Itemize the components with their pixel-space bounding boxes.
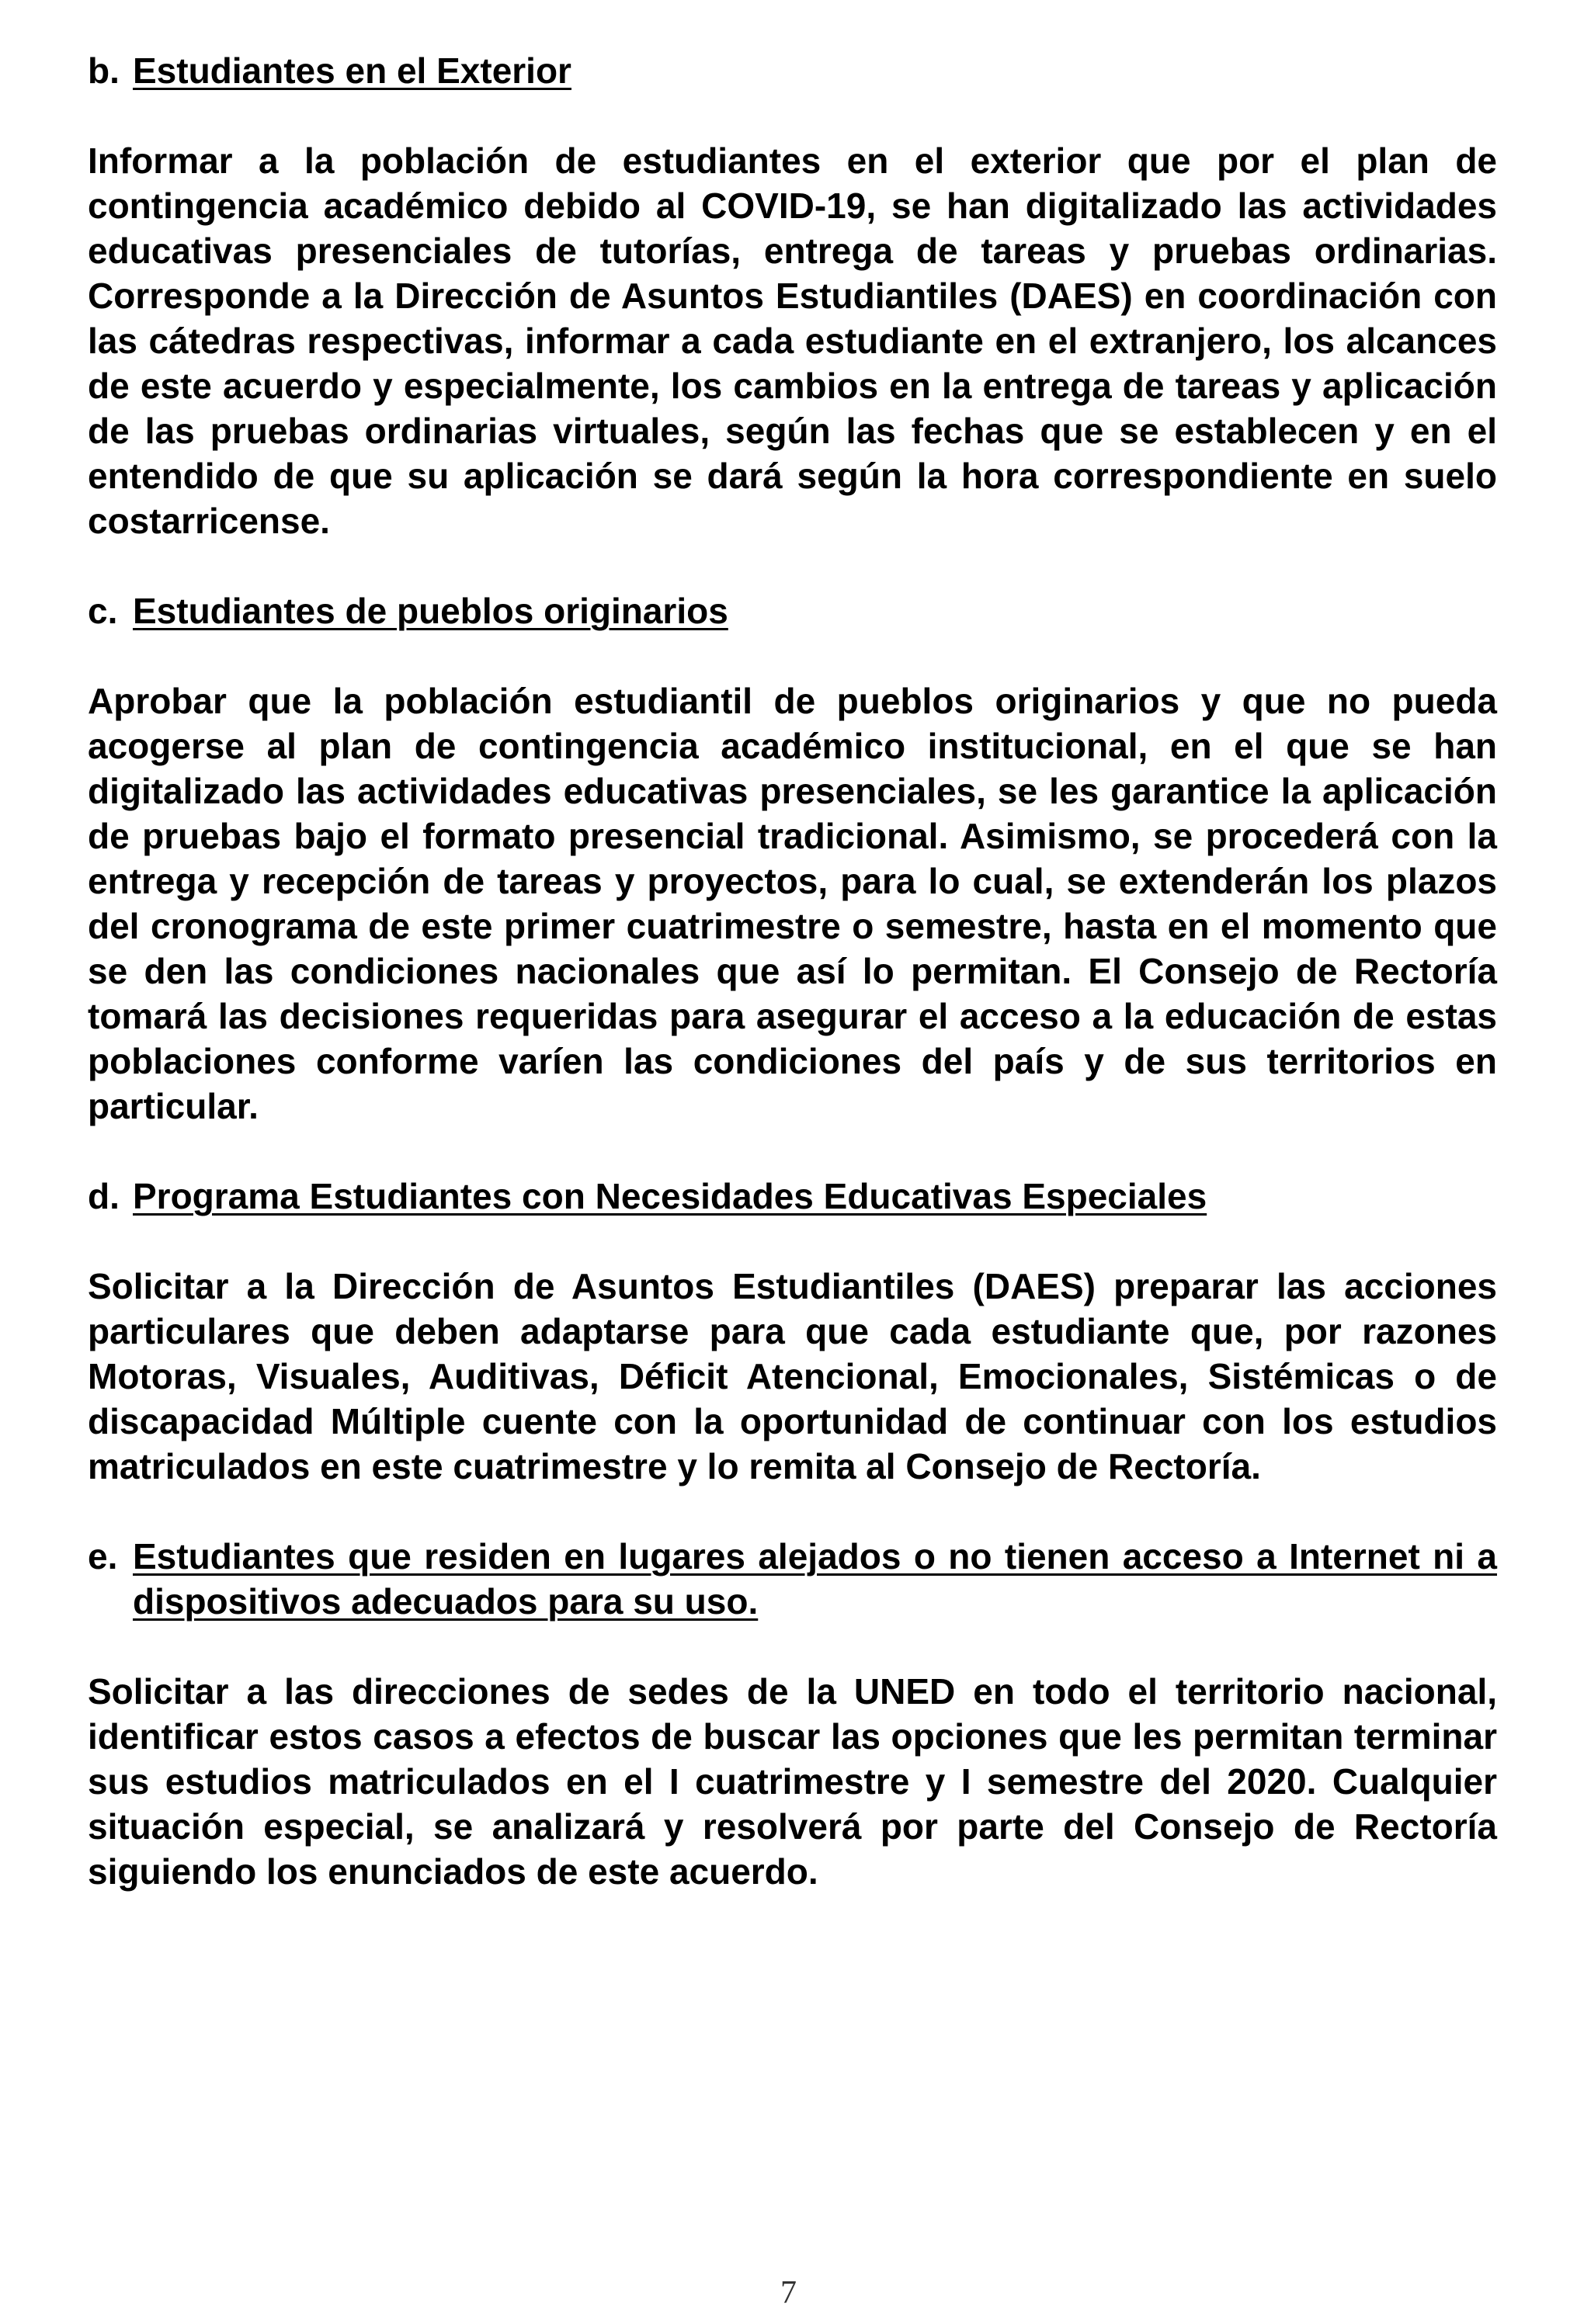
section-letter: e.: [88, 1536, 118, 1577]
section-heading-d: [88, 1174, 1497, 1219]
section-title: Estudiantes en el Exterior: [133, 50, 571, 91]
section-title: Estudiantes que residen en lugares alejados o no tienen acceso a Internet ni a dispositivos adecuados para su uso.: [133, 1536, 1497, 1622]
section-letter: c.: [88, 591, 118, 631]
section-title: Estudiantes de pueblos originarios: [133, 591, 728, 631]
document-content: [88, 48, 1497, 1894]
section-title: Programa Estudiantes con Necesidades Educativas Especiales: [133, 1176, 1207, 1216]
page-number: 7: [780, 2275, 797, 2311]
section-letter: b.: [88, 50, 120, 91]
section-body-b: Informar a la población de estudiantes en el exterior que por el plan de contingencia académico debido al COVID-19, se han digitalizado las actividades educativas presenciales de tutorías, entrega de tareas y pruebas ordinarias. Corresponde a la Dirección de Asuntos Estudiantiles (DAES) en coordinación con las cátedras respectivas, informar a cada estudiante en el extranjero, los alcances de este acuerdo y especialmente, los cambios en la entrega de tareas y aplicación de las pruebas ordinarias virtuales, según las fechas que se establecen y en el entendido de que su aplicación se dará según la hora correspondiente en suelo costarricense.: [88, 140, 1497, 541]
section-heading-e: [88, 1534, 1497, 1624]
section-body-e: Solicitar a las direcciones de sedes de la UNED en todo el territorio nacional, identificar estos casos a efectos de buscar las opciones que les permitan terminar sus estudios matriculados en el I cuatrimestre y I semestre del 2020. Cualquier situación especial, se analizará y resolverá por parte del Consejo de Rectoría siguiendo los enunciados de este acuerdo.: [88, 1671, 1497, 1892]
section-heading-b: [88, 48, 1497, 93]
section-letter: d.: [88, 1176, 120, 1216]
section-heading-c: [88, 588, 1497, 633]
section-body-c: Aprobar que la población estudiantil de pueblos originarios y que no pueda acogerse al plan de contingencia académico institucional, en el que se han digitalizado las actividades educativas presenciales, se les garantice la aplicación de pruebas bajo el formato presencial tradicional. Asimismo, se procederá con la entrega y recepción de tareas y proyectos, para lo cual, se extenderán los plazos del cronograma de este primer cuatrimestre o semestre, hasta en el momento que se den las condiciones nacionales que así lo permitan. El Consejo de Rectoría tomará las decisiones requeridas para asegurar el acceso a la educación de estas poblaciones conforme varíen las condiciones del país y de sus territorios en particular.: [88, 681, 1497, 1126]
section-body-d: Solicitar a la Dirección de Asuntos Estudiantiles (DAES) preparar las acciones particulares que deben adaptarse para que cada estudiante que, por razones Motoras, Visuales, Auditivas, Déficit Atencional, Emocionales, Sistémicas o de discapacidad Múltiple cuente con la oportunidad de continuar con los estudios matriculados en este cuatrimestre y lo remita al Consejo de Rectoría.: [88, 1266, 1497, 1486]
